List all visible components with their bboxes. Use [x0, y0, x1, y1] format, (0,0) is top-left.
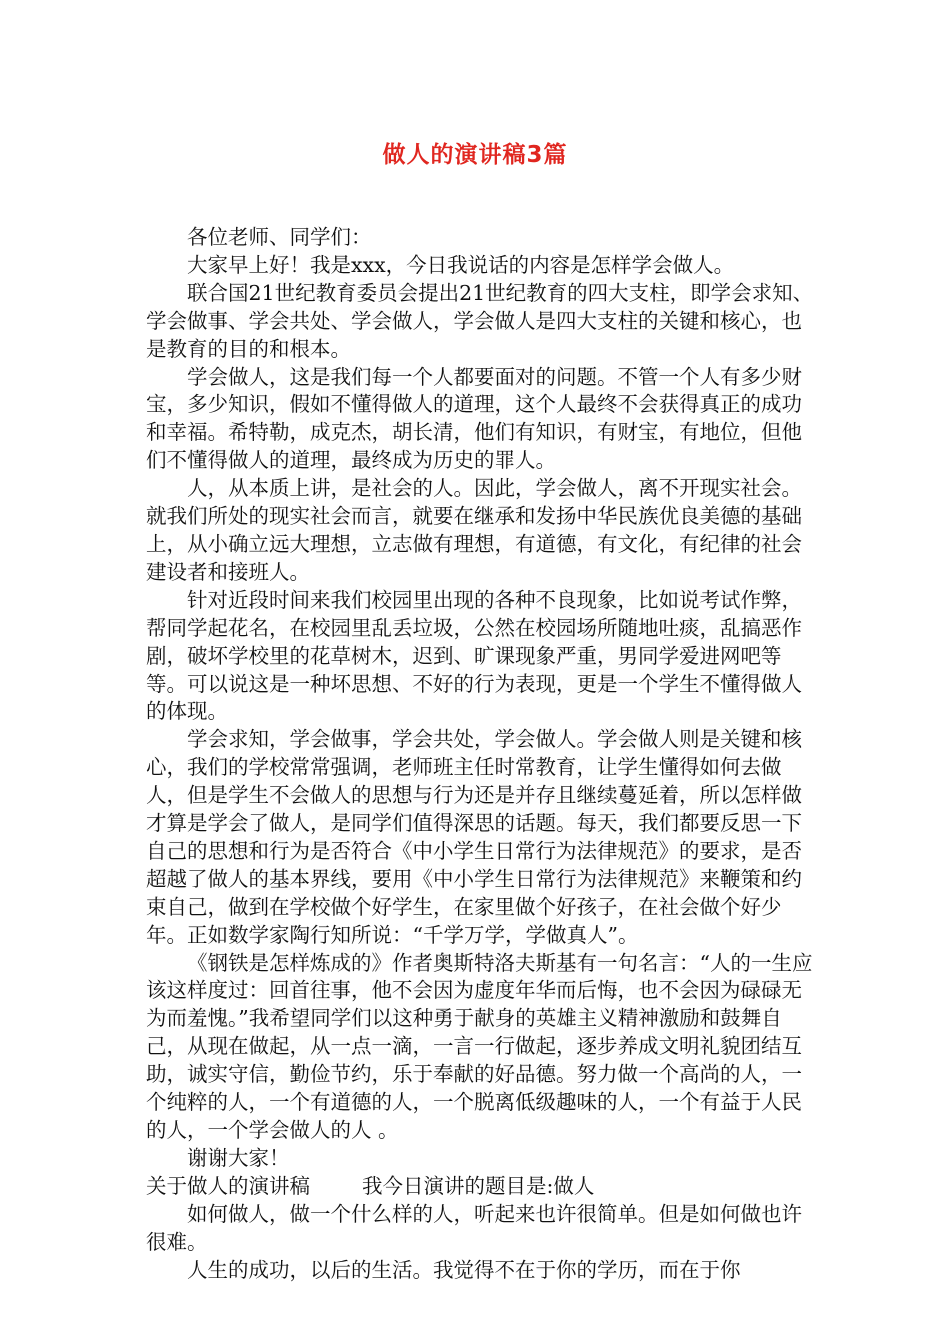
paragraph: 学会求知，学会做事，学会共处，学会做人。学会做人则是关键和核心，我们的学校常常强调，老师班主任时常教育，让学生懂得如何去做人，但是学生不会做人的思想与行为还是并存且继续蔓延着，所以怎样做才算是学会了做人，是同学们值得深思的话题。每天，我们都要反思一下自己的思想和行为是否符合《中小学生日常行为法律规范》的要求，是否超越了做人的基本界线，要用《中小学生日常行为法律规范》来鞭策和约束自己，做到在学校做个好学生，在家里做个好孩子，在社会做个好少年。正如数学家陶行知所说：“千学万学，学做真人”。 — [146, 727, 802, 947]
paragraph: 《钢铁是怎样炼成的》作者奥斯特洛夫斯基有一句名言：“人的一生应该这样度过：回首往事，他不会因为虚度年华而后悔，也不会因为碌碌无为而羞愧。”我希望同学们以这种勇于献身的英雄主义精神激励和鼓舞自己，从现在做起，从一点一滴，一言一行做起，逐步养成文明礼貌团结互助，诚实守信，勤俭节约，乐于奉献的好品德。努力做一个高尚的人，一个纯粹的人，一个有道德的人，一个脱离低级趣味的人，一个有益于人民的人，一个学会做人的人 。 — [146, 950, 813, 1142]
paragraph: 学会做人，这是我们每一个人都要面对的问题。不管一个人有多少财宝，多少知识，假如不懂得做人的道理，这个人最终不会获得真正的成功和幸福。希特勒，成克杰，胡长清，他们有知识，有财宝，有地位，但他们不懂得做人的道理，最终成为历史的罪人。 — [146, 364, 802, 473]
section-subtitle: 我今日演讲的题目是:做人 — [362, 1173, 595, 1198]
thanks-line: 谢谢大家！ — [187, 1145, 290, 1170]
section-title: 关于做人的演讲稿 — [146, 1173, 310, 1198]
document-body — [146, 224, 814, 1284]
paragraph: 如何做人，做一个什么样的人，听起来也许很简单。但是如何做也许很难。 — [146, 1201, 802, 1254]
paragraph: 针对近段时间来我们校园里出现的各种不良现象，比如说考试作弊，帮同学起花名，在校园里乱丢垃圾，公然在校园场所随地吐痰，乱搞恶作剧，破坏学校里的花草树木，迟到、旷课现象严重，男同学爱进网吧等等。可以说这是一种坏思想、不好的行为表现，更是一个学生不懂得做人的体现。 — [146, 587, 802, 724]
paragraph: 大家早上好！我是xxx，今日我说话的内容是怎样学会做人。 — [187, 252, 735, 277]
section-heading-line — [146, 1173, 814, 1201]
paragraph: 人生的成功，以后的生活。我觉得不在于你的学历，而在于你 — [187, 1257, 741, 1282]
document-title: 做人的演讲稿3篇 — [382, 142, 568, 168]
paragraph: 联合国21世纪教育委员会提出21世纪教育的四大支柱，即学会求知、学会做事、学会共处、学会做人，学会做人是四大支柱的关键和核心，也是教育的目的和根本。 — [146, 280, 814, 361]
greeting-line: 各位老师、同学们： — [187, 225, 372, 249]
paragraph: 人，从本质上讲，是社会的人。因此，学会做人，离不开现实社会。就我们所处的现实社会而言，就要在继承和发扬中华民族优良美德的基础上，从小确立远大理想，立志做有理想，有道德，有文化，有纪律的社会建设者和接班人。 — [146, 476, 802, 584]
